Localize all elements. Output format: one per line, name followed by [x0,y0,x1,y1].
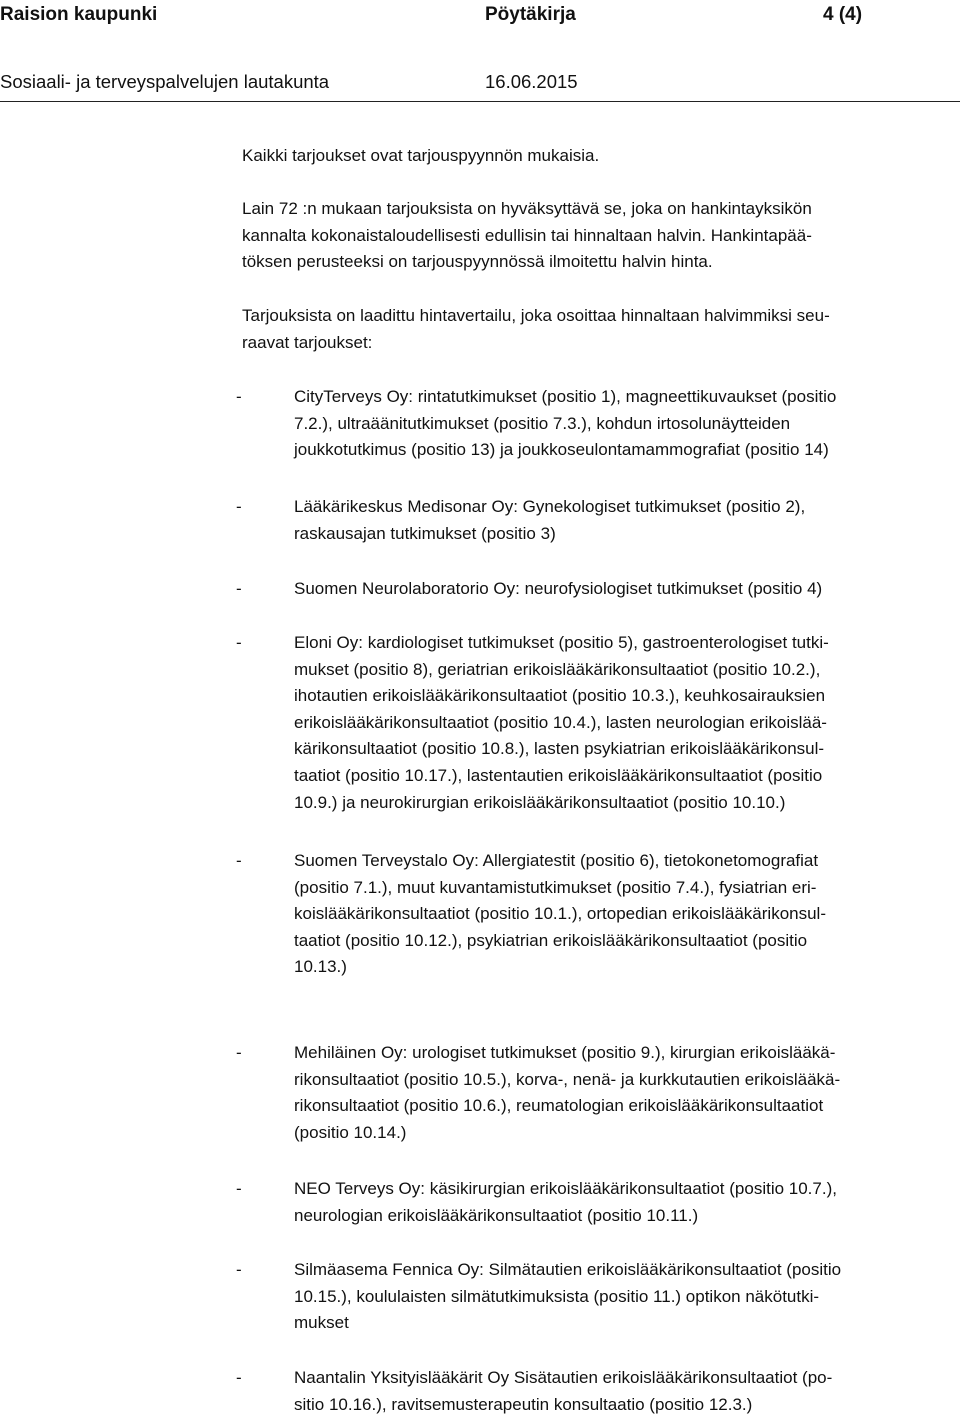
document-subheader [0,67,960,97]
list-item-line: (positio 10.14.) [294,1122,407,1142]
list-dash: - [236,1043,242,1062]
list-item-line: neurologian erikoislääkärikonsultaatiot (positio 10.11.) [294,1205,699,1225]
list-item-line: 10.15.), koululaisten silmätutkimuksista (positio 11.) optikon näkötutki- [294,1286,820,1306]
list-item-line: raskausajan tutkimukset (positio 3) [294,523,556,543]
list-item-line: mukset [294,1313,349,1333]
list-item-text [294,1176,958,1229]
list-item-line: mukset (positio 8), geriatrian erikoislääkärikonsultaatiot (positio 10.2.), [294,659,821,679]
list-item-text [294,630,958,816]
list-item-line: ihotautien erikoislääkärikonsultaatiot (positio 10.3.), keuhkosairauksien [294,686,826,706]
list-item-text [294,1040,958,1146]
paragraph-line: töksen perusteeksi on tarjouspyynnössä ilmoitettu halvin hinta. [242,252,713,272]
list-item-text [294,384,958,464]
organization-name: Raision kaupunki [0,4,158,25]
list-item-text [294,1365,958,1418]
list-dash: - [236,851,242,870]
list-item-line: Eloni Oy: kardiologiset tutkimukset (positio 5), gastroenterologiset tutki- [294,633,829,652]
list-item-line: joukkotutkimus (positio 13) ja joukkoseulontamammografiat (positio 14) [294,440,829,460]
paragraph-line: Tarjouksista on laadittu hintavertailu, joka osoittaa hinnaltaan halvimmiksi seu- [242,306,830,325]
list-dash: - [236,579,242,598]
list-item-line: Lääkärikeskus Medisonar Oy: Gynekologiset tutkimukset (positio 2), [294,497,806,516]
list-item-line: taatiot (positio 10.17.), lastentautien erikoislääkärikonsultaatiot (positio [294,765,823,785]
paragraph [242,143,958,170]
list-item-line: rikonsultaatiot (positio 10.6.), reumatologian erikoislääkärikonsultaatiot [294,1096,824,1116]
list-item-line: 7.2.), ultraäänitutkimukset (positio 7.3.), kohdun irtosolunäytteiden [294,413,791,433]
paragraph-line: Lain 72 :n mukaan tarjouksista on hyväksyttävä se, joka on hankintayksikön [242,199,812,218]
list-item-line: kärikonsultaatiot (positio 10.8.), lasten psykiatrian erikoislääkärikonsul- [294,739,825,759]
list-item-line: sitio 10.16.), ravitsemusterapeutin konsultaatio (positio 12.3.) [294,1394,753,1414]
list-item-line: taatiot (positio 10.12.), psykiatrian erikoislääkärikonsultaatiot (positio [294,930,808,950]
list-dash: - [236,1368,242,1387]
list-item-line: NEO Terveys Oy: käsikirurgian erikoislääkärikonsultaatiot (positio 10.7.), [294,1179,837,1198]
document-header [0,0,960,30]
list-item-line: erikoislääkärikonsultaatiot (positio 10.4.), lasten neurologian erikoislää- [294,712,827,732]
list-dash: - [236,633,242,652]
list-item-text [294,1257,958,1337]
meeting-date: 16.06.2015 [485,71,578,92]
list-dash: - [236,1179,242,1198]
list-item-text [294,576,958,603]
page-number: 4 (4) [823,4,863,25]
paragraph-line: raavat tarjoukset: [242,332,373,352]
committee-name: Sosiaali- ja terveyspalvelujen lautakunta [0,71,330,92]
list-item-line: Naantalin Yksityislääkärit Oy Sisätautien erikoislääkärikonsultaatiot (po- [294,1368,833,1387]
list-item-line: Suomen Terveystalo Oy: Allergiatestit (positio 6), tietokonetomografiat [294,851,819,870]
list-dash: - [236,1260,242,1279]
list-item-line: rikonsultaatiot (positio 10.5.), korva-, nenä- ja kurkkutautien erikoislääkä- [294,1069,841,1089]
paragraph [242,303,958,356]
paragraph [242,196,958,276]
document-type: Pöytäkirja [485,4,576,25]
list-item-line: Mehiläinen Oy: urologiset tutkimukset (positio 9.), kirurgian erikoislääkä- [294,1043,836,1062]
list-item-text [294,494,958,547]
header-divider [0,101,960,102]
list-item-text [294,848,958,981]
list-item-line: (positio 7.1.), muut kuvantamistutkimukset (positio 7.4.), fysiatrian eri- [294,877,817,897]
paragraph-line: kannalta kokonaistaloudellisesti edullisin tai hinnaltaan halvin. Hankintapää- [242,225,812,245]
list-item-line: Suomen Neurolaboratorio Oy: neurofysiologiset tutkimukset (positio 4) [294,579,823,598]
list-dash: - [236,497,242,516]
list-dash: - [236,387,242,406]
list-item-line: koislääkärikonsultaatiot (positio 10.1.), ortopedian erikoislääkärikonsul- [294,904,826,924]
list-item-line: CityTerveys Oy: rintatutkimukset (positio 1), magneettikuvaukset (positio [294,387,837,406]
list-item-line: 10.13.) [294,957,347,977]
list-item-line: 10.9.) ja neurokirurgian erikoislääkärikonsultaatiot (positio 10.10.) [294,792,786,812]
paragraph-line: Kaikki tarjoukset ovat tarjouspyynnön mukaisia. [242,146,600,165]
list-item-line: Silmäasema Fennica Oy: Silmätautien erikoislääkärikonsultaatiot (positio [294,1260,842,1279]
